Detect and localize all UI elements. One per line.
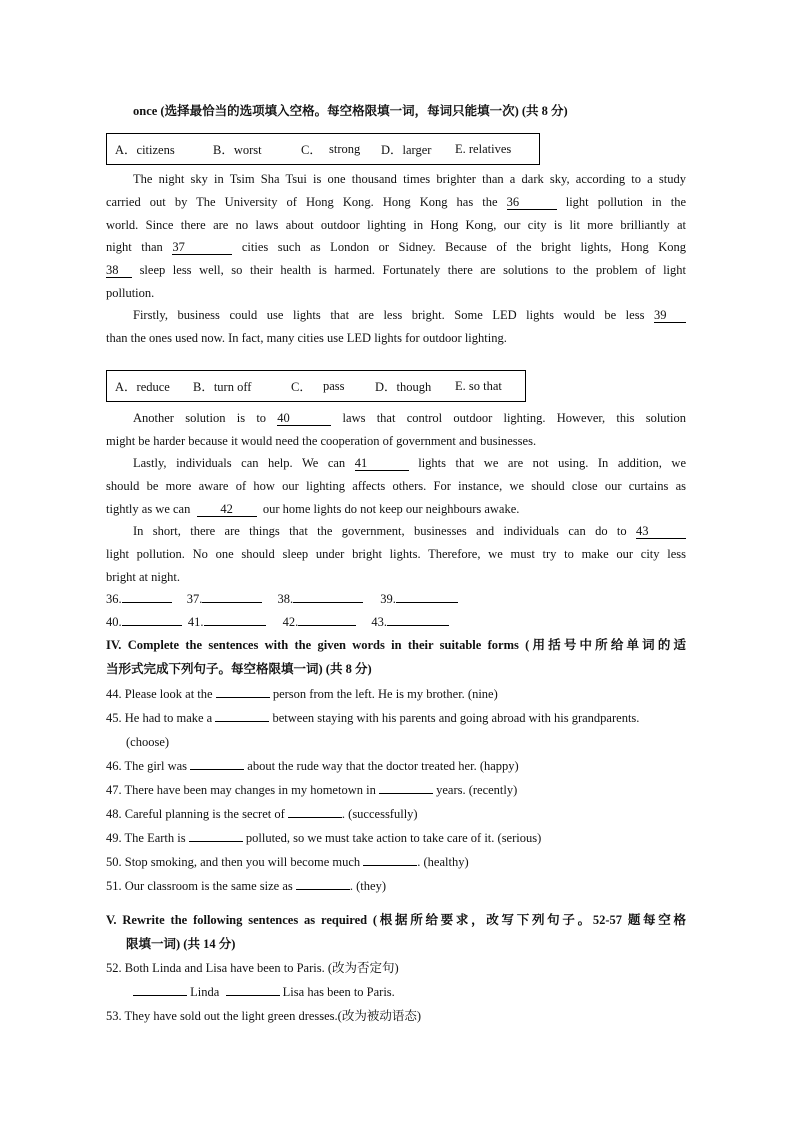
answer-blank[interactable]	[202, 602, 262, 603]
question-45-cont: (choose)	[126, 735, 170, 749]
option-d: D．larger	[381, 143, 432, 157]
answer-blank-48[interactable]	[288, 817, 342, 818]
text: about the rude way that the doctor treated her. (happy)	[247, 759, 519, 773]
passage-line	[133, 523, 686, 539]
text: Linda	[190, 985, 220, 999]
passage-line	[106, 239, 686, 255]
text: 46. The girl was	[106, 759, 188, 773]
text: cities such as London or Sidney. Because of the bright lights, Hong Kong	[241, 240, 687, 254]
question-50	[106, 854, 686, 870]
blank-42[interactable]: 42	[197, 503, 257, 517]
blank-41[interactable]: 41	[355, 457, 409, 471]
text: polluted, so we must take action to take care of it. (serious)	[245, 831, 542, 845]
answer-label: 39.	[380, 592, 396, 606]
answer-row-2	[106, 614, 686, 630]
answer-blank[interactable]	[204, 625, 266, 626]
text: light pollution in the	[565, 195, 686, 209]
answer-blank-44[interactable]	[216, 697, 270, 698]
text: . (healthy)	[417, 855, 469, 869]
answer-blank-51[interactable]	[296, 889, 350, 890]
passage-line: The night sky in Tsim Sha Tsui is one thousand times brighter than a dark sky, according to a study	[133, 172, 686, 186]
question-48	[106, 806, 686, 822]
answer-row-1	[106, 591, 686, 607]
word-box-1	[106, 133, 540, 165]
question-47	[106, 782, 686, 798]
text: 50. Stop smoking, and then you will become much	[106, 855, 361, 869]
answer-blank-46[interactable]	[190, 769, 244, 770]
answer-label: 42.	[282, 615, 299, 629]
option-b: B．worst	[213, 143, 262, 157]
question-53: 53. They have sold out the light green dresses.(改为被动语态)	[106, 1009, 421, 1023]
answer-label: 36.	[106, 592, 122, 606]
question-52: 52. Both Linda and Lisa have been to Paris. (改为否定句)	[106, 961, 399, 975]
question-52-answer-line	[133, 984, 713, 1000]
question-44	[106, 686, 686, 702]
text: Lastly, individuals can help. We can	[133, 456, 346, 470]
blank-36[interactable]: 36	[507, 196, 557, 210]
section5-title: V. Rewrite the following sentences as required (根据所给要求，改写下列句子。52-57 题每空格	[106, 913, 686, 927]
option-e: E. relatives	[455, 141, 512, 156]
passage-line: pollution.	[106, 286, 155, 300]
answer-label: 38.	[277, 592, 294, 606]
passage-line: than the ones used now. In fact, many cities use LED lights for outdoor lighting.	[106, 331, 507, 345]
text: 47. There have been may changes in my hometown in	[106, 783, 376, 797]
text: . (they)	[349, 879, 386, 893]
text: 44. Please look at the	[106, 687, 213, 701]
answer-label: 40.	[106, 615, 122, 629]
section5-title-cont: 限填一词) (共 14 分)	[126, 937, 236, 951]
text: person from the left. He is my brother. (nine)	[272, 687, 498, 701]
answer-blank-50[interactable]	[363, 865, 417, 866]
option-c-letter: C．	[301, 143, 322, 157]
text: Lisa has been to Paris.	[282, 985, 395, 999]
answer-blank-49[interactable]	[189, 841, 243, 842]
option-e: E. so that	[455, 378, 502, 393]
answer-blank-52a[interactable]	[133, 995, 187, 996]
answer-blank[interactable]	[293, 602, 363, 603]
answer-label: 37.	[186, 592, 203, 606]
passage-line	[133, 410, 686, 426]
section3-instruction: once (选择最恰当的选项填入空格。每空格限填一词，每词只能填一次) (共 8 分)	[133, 104, 568, 118]
text: our home lights do not keep our neighbours awake.	[262, 502, 520, 516]
option-d: D．though	[375, 380, 432, 394]
passage-line	[133, 455, 686, 471]
section4-title: IV. Complete the sentences with the given words in their suitable forms (用括号中所给单词的适	[106, 638, 686, 652]
passage-line	[106, 262, 686, 278]
text: sleep less well, so their health is harmed. Fortunately there are solutions to the problem of light	[139, 263, 687, 277]
text: 49. The Earth is	[106, 831, 186, 845]
text: . (successfully)	[341, 807, 418, 821]
question-49	[106, 830, 686, 846]
passage-line: bright at night.	[106, 570, 180, 584]
text: lights that we are not using. In addition, we	[418, 456, 687, 470]
text: Another solution is to	[133, 411, 267, 425]
text: night than	[106, 240, 163, 254]
text: 51. Our classroom is the same size as	[106, 879, 293, 893]
text: 48. Careful planning is the secret of	[106, 807, 285, 821]
answer-label: 43.	[371, 615, 387, 629]
passage-line	[106, 501, 686, 517]
blank-39[interactable]: 39	[654, 309, 686, 323]
blank-37[interactable]: 37	[172, 241, 232, 255]
text: In short, there are things that the government, businesses and individuals can do to	[133, 524, 627, 538]
blank-40[interactable]: 40	[277, 412, 331, 426]
text: years. (recently)	[436, 783, 518, 797]
answer-blank[interactable]	[122, 625, 182, 626]
question-51	[106, 878, 686, 894]
answer-blank-47[interactable]	[379, 793, 433, 794]
answer-blank[interactable]	[122, 602, 172, 603]
passage-line: might be harder because it would need the cooperation of government and businesses.	[106, 434, 537, 448]
answer-blank[interactable]	[396, 602, 458, 603]
blank-43[interactable]: 43	[636, 525, 686, 539]
passage-line: should be more aware of how our lighting affects others. For instance, we should close our curtains as	[106, 479, 686, 493]
text: 45. He had to make a	[106, 711, 213, 725]
text: carried out by The University of Hong Kong. Hong Kong has the	[106, 195, 498, 209]
passage-line: light pollution. No one should sleep under bright lights. Therefore, we must try to make our city less	[106, 547, 686, 561]
question-45	[106, 710, 686, 726]
answer-blank-52b[interactable]	[226, 995, 280, 996]
passage-line	[106, 194, 686, 210]
answer-blank-45[interactable]	[215, 721, 269, 722]
passage-line: world. Since there are no laws about outdoor lighting in Hong Kong, our city is lit more brilliantly at	[106, 218, 686, 232]
answer-label: 41.	[187, 615, 204, 629]
section4-title-cont: 当形式完成下列句子。每空格限填一词) (共 8 分)	[106, 662, 372, 676]
passage-line	[133, 307, 686, 323]
question-46	[106, 758, 686, 774]
text: between staying with his parents and going abroad with his grandparents.	[272, 711, 640, 725]
option-c-letter: C．	[291, 380, 312, 394]
option-b: B．turn off	[193, 380, 252, 394]
answer-blank[interactable]	[387, 625, 449, 626]
option-c-word: strong	[329, 141, 361, 156]
text: laws that control outdoor lighting. However, this solution	[342, 411, 687, 425]
option-a: A．citizens	[115, 143, 175, 157]
answer-blank[interactable]	[298, 625, 356, 626]
word-box-2	[106, 370, 526, 402]
option-c-word: pass	[323, 378, 345, 393]
blank-38[interactable]: 38	[106, 264, 132, 278]
text: Firstly, business could use lights that are less bright. Some LED lights would be less	[133, 308, 645, 322]
text: tightly as we can	[106, 502, 191, 516]
option-a: A．reduce	[115, 380, 170, 394]
